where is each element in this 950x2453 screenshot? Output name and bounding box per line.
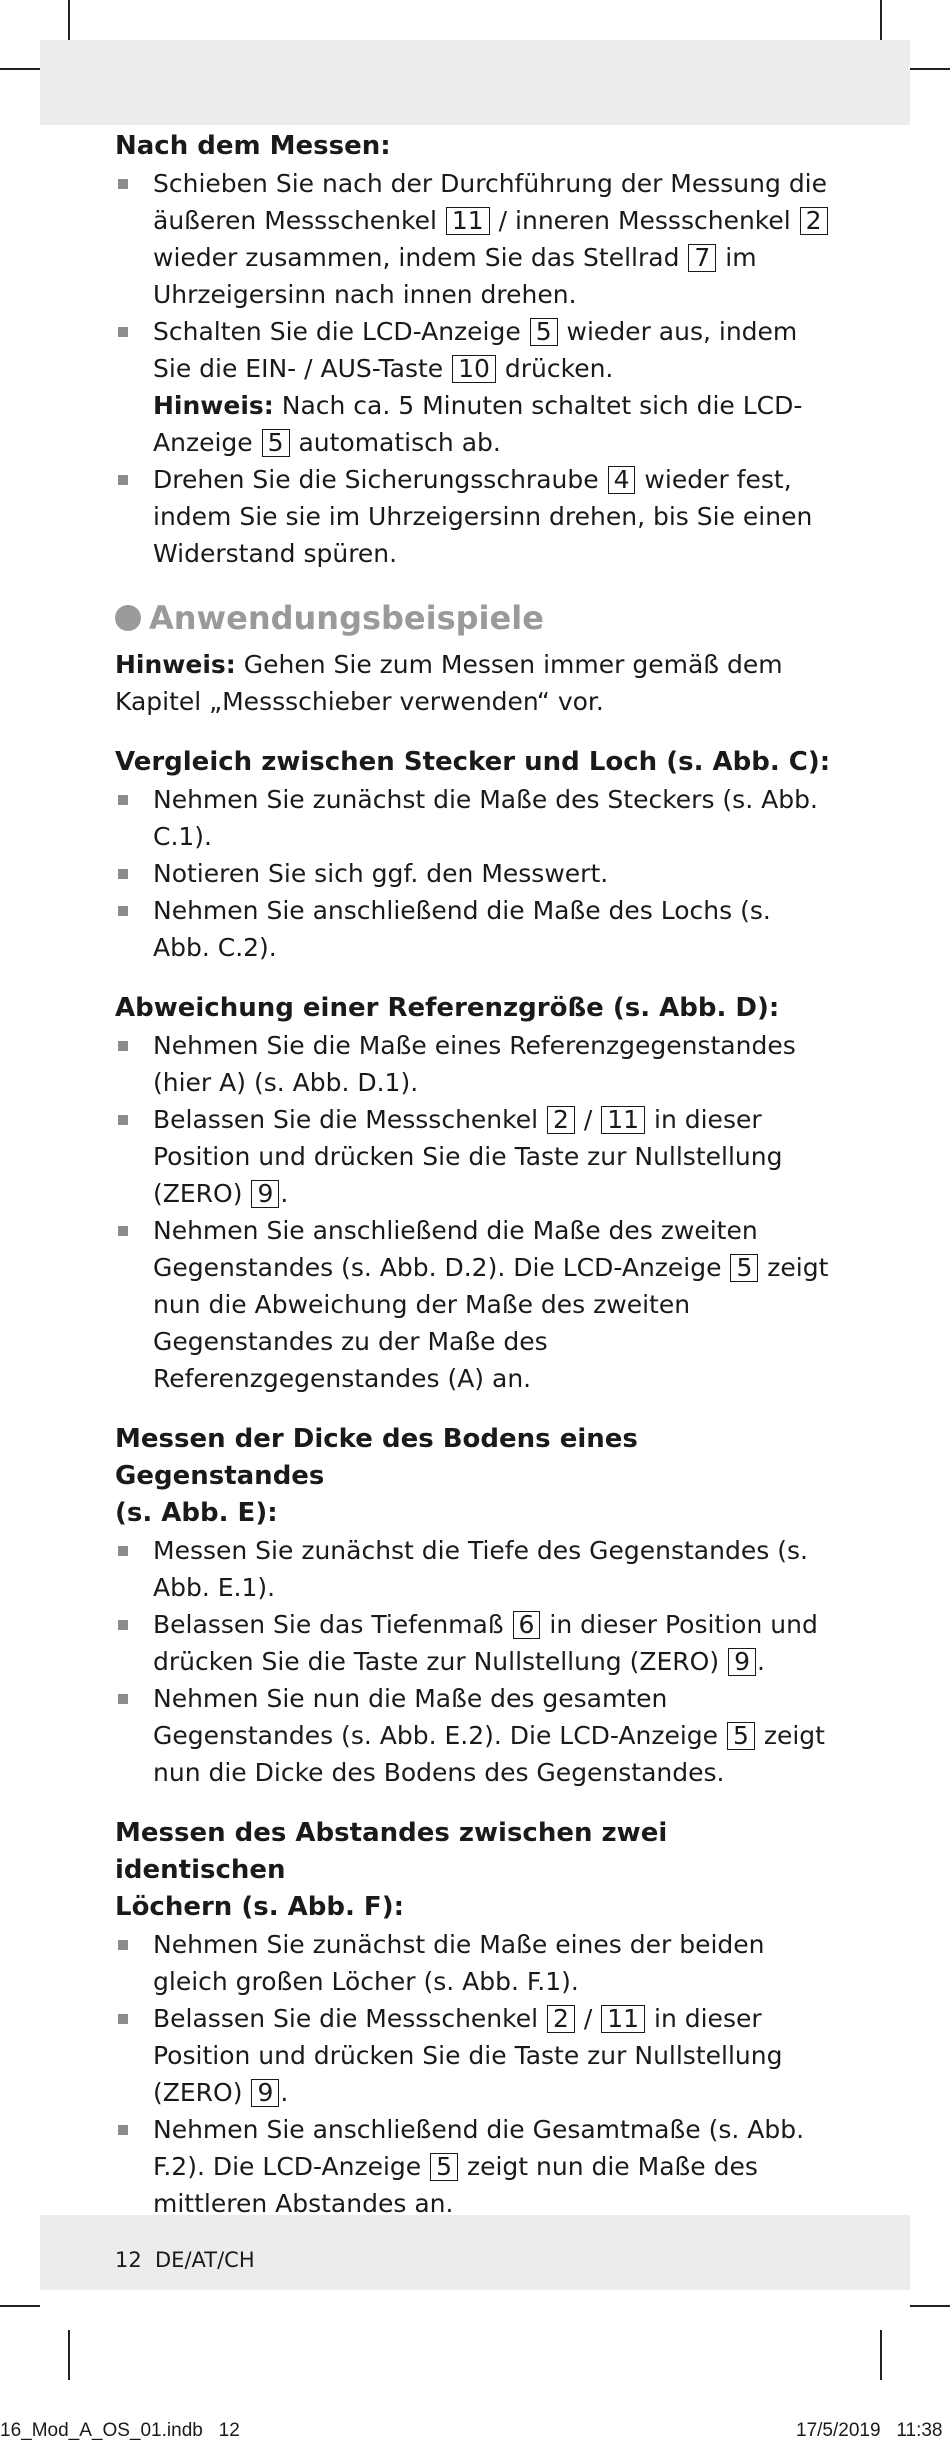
- part-ref-2: 2: [800, 207, 828, 235]
- crop-mark-bottom-left-h: [0, 2305, 40, 2307]
- list-item: [115, 1101, 835, 1212]
- item-text: wieder aus, indem Sie die EIN- / AUS-Taste: [153, 317, 798, 383]
- list-item: [115, 1606, 835, 1680]
- hole-distance-heading: [115, 1815, 835, 1926]
- item-text: zeigt nun die Maße des mittleren Abstandes an.: [153, 2152, 758, 2218]
- after-measuring-heading: Nach dem Messen:: [115, 131, 391, 161]
- part-ref-6: 6: [513, 1611, 541, 1639]
- item-text: / inneren Messschenkel: [490, 206, 799, 235]
- crop-mark-top-left-v: [68, 0, 70, 40]
- item-text: Schalten Sie die LCD-Anzeige: [153, 317, 529, 346]
- item-text: Belassen Sie das Tiefenmaß: [153, 1610, 512, 1639]
- crop-mark-bottom-left-v: [68, 2330, 70, 2380]
- item-text: drücken.: [496, 354, 614, 383]
- list-item: [115, 165, 835, 313]
- item-text: in dieser Position und drücken Sie die Taste zur Nullstellung (ZERO): [153, 1610, 818, 1676]
- examples-note: [115, 646, 835, 720]
- list-item: Nehmen Sie anschließend die Maße des Lochs (s. Abb. C.2).: [115, 892, 835, 966]
- item-text: zeigt nun die Dicke des Bodens des Gegenstandes.: [153, 1721, 825, 1787]
- part-ref-9: 9: [251, 2079, 279, 2107]
- item-text: Nehmen Sie nun die Maße des gesamten Gegenstandes (s. Abb. E.2). Die LCD-Anzeige: [153, 1684, 726, 1750]
- section-heading: [115, 596, 835, 640]
- heading-line: Messen der Dicke des Bodens eines Gegenstandes: [115, 1424, 638, 1491]
- part-ref-5: 5: [430, 2153, 458, 2181]
- item-text: Schieben Sie nach der Durchführung der Messung die äußeren Messschenkel: [153, 169, 828, 235]
- part-ref-4: 4: [608, 466, 636, 494]
- part-ref-7: 7: [688, 244, 716, 272]
- part-ref-5: 5: [730, 1254, 758, 1282]
- part-ref-9: 9: [728, 1648, 756, 1676]
- page-number: 12: [115, 2248, 142, 2272]
- print-slug-file: 16_Mod_A_OS_01.indb 12: [0, 2420, 240, 2441]
- crop-mark-top-right-h: [910, 68, 950, 70]
- header-band: [40, 40, 910, 125]
- list-item: Nehmen Sie die Maße eines Referenzgegenstandes (hier A) (s. Abb. D.1).: [115, 1027, 835, 1101]
- part-ref-11: 11: [601, 1106, 645, 1134]
- list-item: Messen Sie zunächst die Tiefe des Gegenstandes (s. Abb. E.1).: [115, 1532, 835, 1606]
- part-ref-2: 2: [547, 2005, 575, 2033]
- item-text: /: [575, 1105, 601, 1134]
- region-label: DE/AT/CH: [155, 2248, 255, 2272]
- part-ref-11: 11: [601, 2005, 645, 2033]
- note-label: Hinweis:: [115, 650, 236, 679]
- part-ref-5: 5: [262, 429, 290, 457]
- list-item: [115, 461, 835, 572]
- part-ref-11: 11: [446, 207, 490, 235]
- item-text: .: [280, 1179, 289, 1208]
- plug-hole-list: [115, 781, 835, 966]
- item-text: wieder fest, indem Sie sie im Uhrzeigersinn drehen, bis Sie einen Widerstand spüren.: [153, 465, 813, 568]
- crop-mark-bottom-right-h: [910, 2305, 950, 2307]
- list-item: [115, 2000, 835, 2111]
- list-item: [115, 1212, 835, 1397]
- item-text: Belassen Sie die Messschenkel: [153, 2004, 547, 2033]
- item-text: im Uhrzeigersinn nach innen drehen.: [153, 243, 757, 309]
- plug-hole-heading: Vergleich zwischen Stecker und Loch (s. Abb. C):: [115, 747, 831, 777]
- item-text: Nehmen Sie anschließend die Gesamtmaße (s. Abb. F.2). Die LCD-Anzeige: [153, 2115, 805, 2181]
- section-title: Anwendungsbeispiele: [149, 599, 544, 637]
- list-item: [115, 2111, 835, 2222]
- item-text: Belassen Sie die Messschenkel: [153, 1105, 547, 1134]
- note-text: Nach ca. 5 Minuten schaltet sich die LCD-Anzeige: [153, 391, 803, 457]
- part-ref-2: 2: [547, 1106, 575, 1134]
- item-text: in dieser Position und drücken Sie die Taste zur Nullstellung (ZERO): [153, 1105, 783, 1208]
- print-slug-date: 17/5/2019 11:38: [796, 2420, 943, 2441]
- list-item: Nehmen Sie zunächst die Maße eines der beiden gleich großen Löcher (s. Abb. F.1).: [115, 1926, 835, 2000]
- item-text: in dieser Position und drücken Sie die Taste zur Nullstellung (ZERO): [153, 2004, 783, 2107]
- note-label: Hinweis:: [153, 391, 274, 420]
- item-text: Drehen Sie die Sicherungsschraube: [153, 465, 607, 494]
- crop-mark-bottom-right-v: [880, 2330, 882, 2380]
- note-text: Gehen Sie zum Messen immer gemäß dem Kapitel „Messschieber verwenden“ vor.: [115, 650, 783, 716]
- part-ref-10: 10: [452, 355, 496, 383]
- list-item: Notieren Sie sich ggf. den Messwert.: [115, 855, 835, 892]
- bottom-thickness-heading: [115, 1421, 835, 1532]
- part-ref-5: 5: [727, 1722, 755, 1750]
- item-text: .: [280, 2078, 289, 2107]
- bottom-thickness-list: [115, 1532, 835, 1791]
- page-content: [115, 128, 835, 2222]
- item-text: zeigt nun die Abweichung der Maße des zweiten Gegenstandes zu der Maße des Referenzgegenstandes (A) an.: [153, 1253, 829, 1393]
- after-measuring-list: [115, 165, 835, 572]
- part-ref-9: 9: [251, 1180, 279, 1208]
- item-text: Nehmen Sie anschließend die Maße des zweiten Gegenstandes (s. Abb. D.2). Die LCD-Anzeige: [153, 1216, 758, 1282]
- crop-mark-top-left-h: [0, 68, 40, 70]
- hole-distance-list: [115, 1926, 835, 2222]
- item-text: wieder zusammen, indem Sie das Stellrad: [153, 243, 688, 272]
- item-text: /: [575, 2004, 601, 2033]
- list-item: [115, 313, 835, 461]
- list-item: Nehmen Sie zunächst die Maße des Steckers (s. Abb. C.1).: [115, 781, 835, 855]
- bullet-dot-icon: [115, 605, 141, 631]
- crop-mark-top-right-v: [880, 0, 882, 40]
- heading-line: (s. Abb. E):: [115, 1498, 278, 1528]
- list-item: [115, 1680, 835, 1791]
- heading-line: Messen des Abstandes zwischen zwei identischen: [115, 1818, 668, 1885]
- item-text: .: [756, 1647, 765, 1676]
- reference-heading: Abweichung einer Referenzgröße (s. Abb. D):: [115, 993, 780, 1023]
- heading-line: Löchern (s. Abb. F):: [115, 1892, 404, 1922]
- reference-list: [115, 1027, 835, 1397]
- part-ref-5: 5: [530, 318, 558, 346]
- note-text: automatisch ab.: [290, 428, 501, 457]
